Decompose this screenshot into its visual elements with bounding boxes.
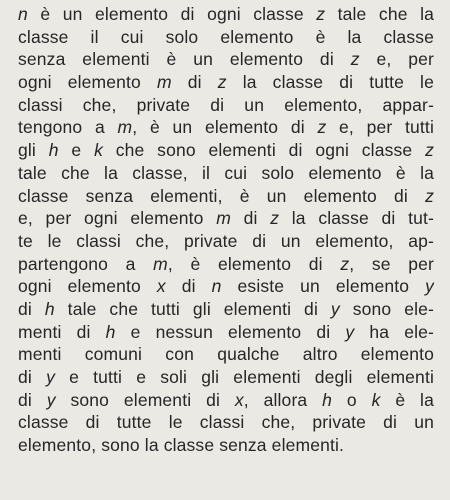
text-segment: classe di tutte le classi che, private di un (18, 412, 434, 433)
variable-symbol: h (105, 321, 116, 342)
text-line (18, 207, 434, 230)
variable-symbol: z (317, 117, 327, 138)
text-segment: e tutti e soli gli elementi degli elementi (54, 367, 434, 387)
paragraph (18, 3, 434, 457)
variable-symbol: m (117, 117, 133, 138)
text-segment: esiste un elemento (221, 276, 426, 297)
variable-symbol: n (211, 276, 222, 297)
text-segment: classi che, private di un elemento, appar- (18, 94, 434, 115)
text-segment: di (171, 72, 218, 93)
text-line (18, 162, 434, 185)
variable-symbol: y (345, 321, 355, 342)
text-segment: menti comuni con qualche altro elemento (18, 344, 434, 365)
text-segment: gli (18, 140, 49, 161)
text-line (18, 253, 434, 276)
text-segment: tale che la classe, il cui solo elemento è la (18, 162, 434, 183)
text-segment: ogni elemento (18, 276, 157, 297)
text-segment: classe senza elementi, è un elemento di (18, 185, 426, 206)
text-segment: ha ele- (354, 321, 434, 342)
text-segment: senza elementi è un elemento di (18, 49, 351, 70)
variable-symbol: z (350, 49, 360, 70)
text-segment: la classe di tutte le (226, 72, 434, 93)
text-line (18, 71, 434, 94)
variable-symbol: y (330, 298, 340, 319)
text-segment: tale che tutti gli elementi di (54, 298, 331, 319)
variable-symbol: z (425, 185, 434, 206)
text-segment: classe il cui solo elemento è la classe (18, 26, 434, 47)
text-line (18, 139, 434, 162)
text-segment: che sono elementi di ogni classe (102, 140, 426, 161)
text-line (18, 185, 434, 208)
text-segment: menti di (18, 321, 106, 342)
text-segment: e nessun elemento di (115, 321, 346, 342)
text-segment: è un elemento di ogni classe (27, 4, 317, 24)
variable-symbol: x (156, 276, 166, 297)
variable-symbol: y (46, 367, 55, 387)
text-line (18, 275, 434, 298)
text-line (18, 321, 434, 344)
text-line (18, 48, 434, 71)
text-segment: te le classi che, private di un elemento, ap- (18, 230, 434, 251)
text-segment: tale che la (325, 4, 434, 24)
variable-symbol: z (316, 4, 326, 24)
variable-symbol: m (216, 208, 231, 229)
variable-symbol: y (425, 276, 434, 297)
text-segment: , è elemento di (167, 253, 341, 274)
text-line (18, 3, 434, 26)
text-line (18, 411, 434, 434)
text-segment: , è un elemento di (132, 117, 318, 138)
variable-symbol: m (156, 72, 172, 93)
text-segment: elemento, sono la classe senza elementi. (18, 435, 345, 456)
variable-symbol: z (425, 140, 434, 161)
text-segment: è la (380, 389, 434, 410)
text-segment: di (230, 208, 271, 229)
variable-symbol: z (340, 253, 350, 274)
text-line (18, 26, 434, 49)
variable-symbol: h (322, 389, 333, 410)
text-segment: di (18, 298, 45, 319)
text-line (18, 230, 434, 253)
variable-symbol: n (18, 4, 28, 24)
text-segment: la classe di tut- (279, 208, 434, 229)
text-segment: sono elementi di (55, 389, 235, 410)
text-segment: o (332, 389, 372, 410)
text-line (18, 366, 434, 389)
text-segment: partengono a (18, 253, 154, 274)
variable-symbol: h (48, 140, 59, 161)
text-line (18, 389, 434, 412)
text-segment: e, per ogni elemento (18, 208, 217, 229)
text-line (18, 343, 434, 366)
text-line (18, 298, 434, 321)
text-segment: , se per (349, 253, 434, 274)
variable-symbol: x (234, 389, 244, 410)
text-segment: ogni elemento (18, 72, 157, 93)
text-line (18, 434, 434, 457)
text-segment: e (58, 140, 95, 161)
variable-symbol: z (270, 208, 280, 229)
variable-symbol: y (46, 389, 56, 410)
text-line (18, 94, 434, 117)
variable-symbol: h (44, 298, 55, 319)
variable-symbol: k (371, 389, 381, 410)
text-segment: di (165, 276, 212, 297)
text-segment: e, per (359, 49, 434, 70)
text-segment: e, per tutti (326, 117, 434, 138)
text-segment: sono ele- (339, 298, 434, 319)
text-line (18, 116, 434, 139)
text-segment: di (18, 367, 47, 387)
text-segment: , allora (243, 389, 323, 410)
text-segment: di (18, 389, 47, 410)
variable-symbol: m (153, 253, 168, 274)
variable-symbol: z (217, 72, 227, 93)
text-segment: tengono a (18, 117, 118, 138)
variable-symbol: k (94, 140, 103, 161)
